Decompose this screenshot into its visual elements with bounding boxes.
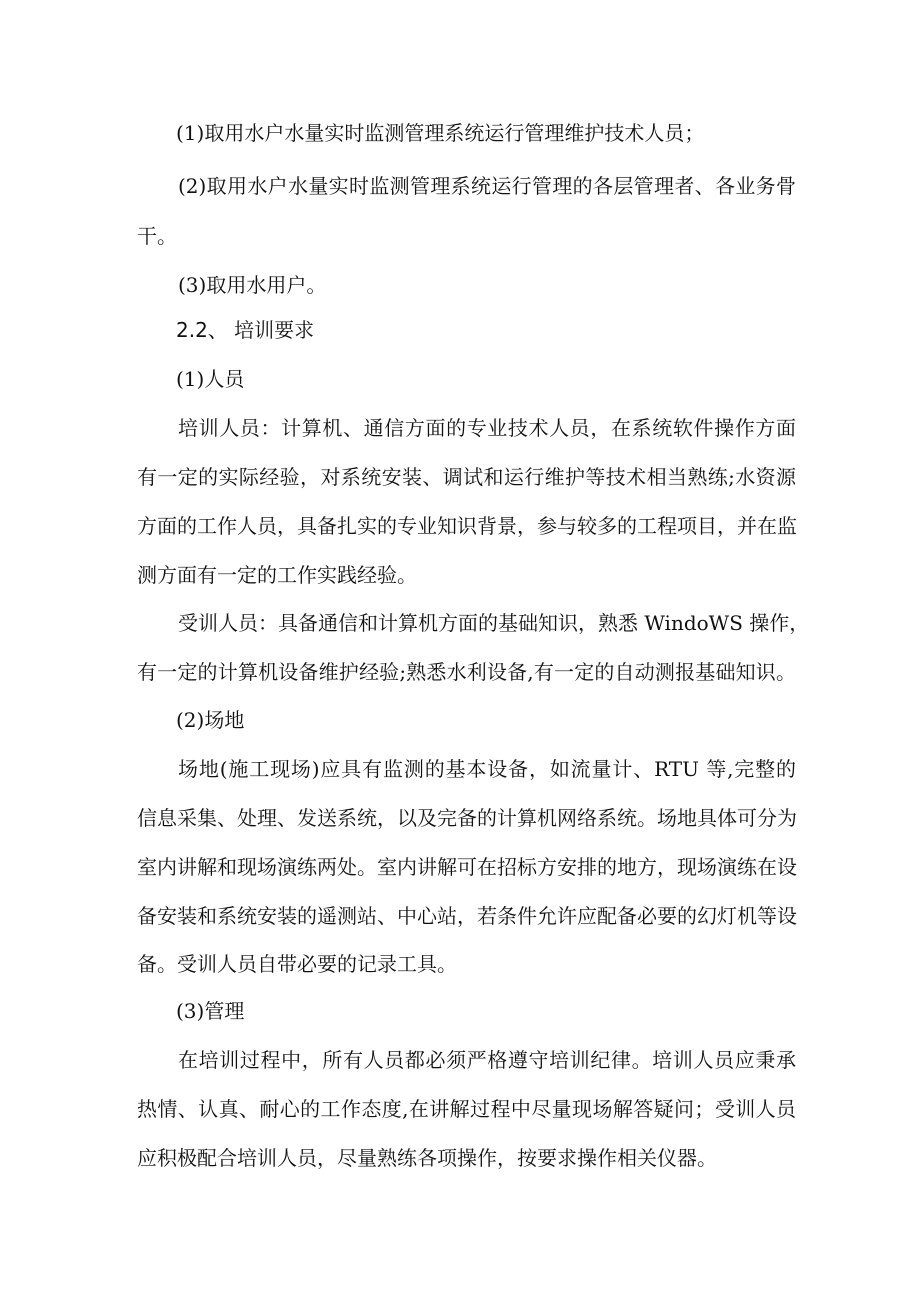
management-paragraph-line-1: 在培训过程中，所有人员都必须严格遵守培训纪律。培训人员应秉承 <box>178 1048 796 1072</box>
list-item-1: (1)取用水户水量实时监测管理系统运行管理维护技术人员； <box>176 121 705 145</box>
trainer-paragraph-line-4: 测方面有一定的工作实践经验。 <box>137 563 417 587</box>
list-item-2-line-1: (2)取用水户水量实时监测管理系统运行管理的各层管理者、各业务骨 <box>178 174 796 198</box>
trainee-paragraph-line-1: 受训人员：具备通信和计算机方面的基础知识，熟悉 WindoWS 操作， <box>178 611 810 635</box>
management-paragraph-line-3: 应积极配合培训人员，尽量熟练各项操作，按要求操作相关仪器。 <box>137 1146 717 1170</box>
subsection-title-personnel: (1)人员 <box>176 367 245 391</box>
trainee-paragraph-line-2: 有一定的计算机设备维护经验;熟悉水利设备,有一定的自动测报基础知识。 <box>137 660 796 684</box>
venue-paragraph-line-1: 场地(施工现场)应具有监测的基本设备，如流量计、RTU 等,完整的 <box>178 757 796 781</box>
venue-paragraph-line-4: 备安装和系统安装的遥测站、中心站，若条件允许应配备必要的幻灯机等设 <box>137 904 797 928</box>
section-heading: 2.2、 培训要求 <box>176 318 315 342</box>
venue-paragraph-line-5: 备。受训人员自带必要的记录工具。 <box>137 952 457 976</box>
list-item-2-line-2: 干。 <box>137 224 177 248</box>
trainer-paragraph-line-1: 培训人员：计算机、通信方面的专业技术人员，在系统软件操作方面 <box>178 416 796 440</box>
subsection-title-management: (3)管理 <box>176 999 245 1023</box>
list-item-3: (3)取用水用户。 <box>178 273 327 297</box>
venue-paragraph-line-2: 信息采集、处理、发送系统，以及完备的计算机网络系统。场地具体可分为 <box>137 806 797 830</box>
trainer-paragraph-line-2: 有一定的实际经验，对系统安装、调试和运行维护等技术相当熟练;水资源 <box>137 465 796 489</box>
subsection-title-venue: (2)场地 <box>176 708 245 732</box>
venue-paragraph-line-3: 室内讲解和现场演练两处。室内讲解可在招标方安排的地方，现场演练在设 <box>137 855 797 879</box>
trainer-paragraph-line-3: 方面的工作人员，具备扎实的专业知识背景，参与较多的工程项目，并在监 <box>137 514 797 538</box>
management-paragraph-line-2: 热情、认真、耐心的工作态度,在讲解过程中尽量现场解答疑问；受训人员 <box>137 1097 796 1121</box>
